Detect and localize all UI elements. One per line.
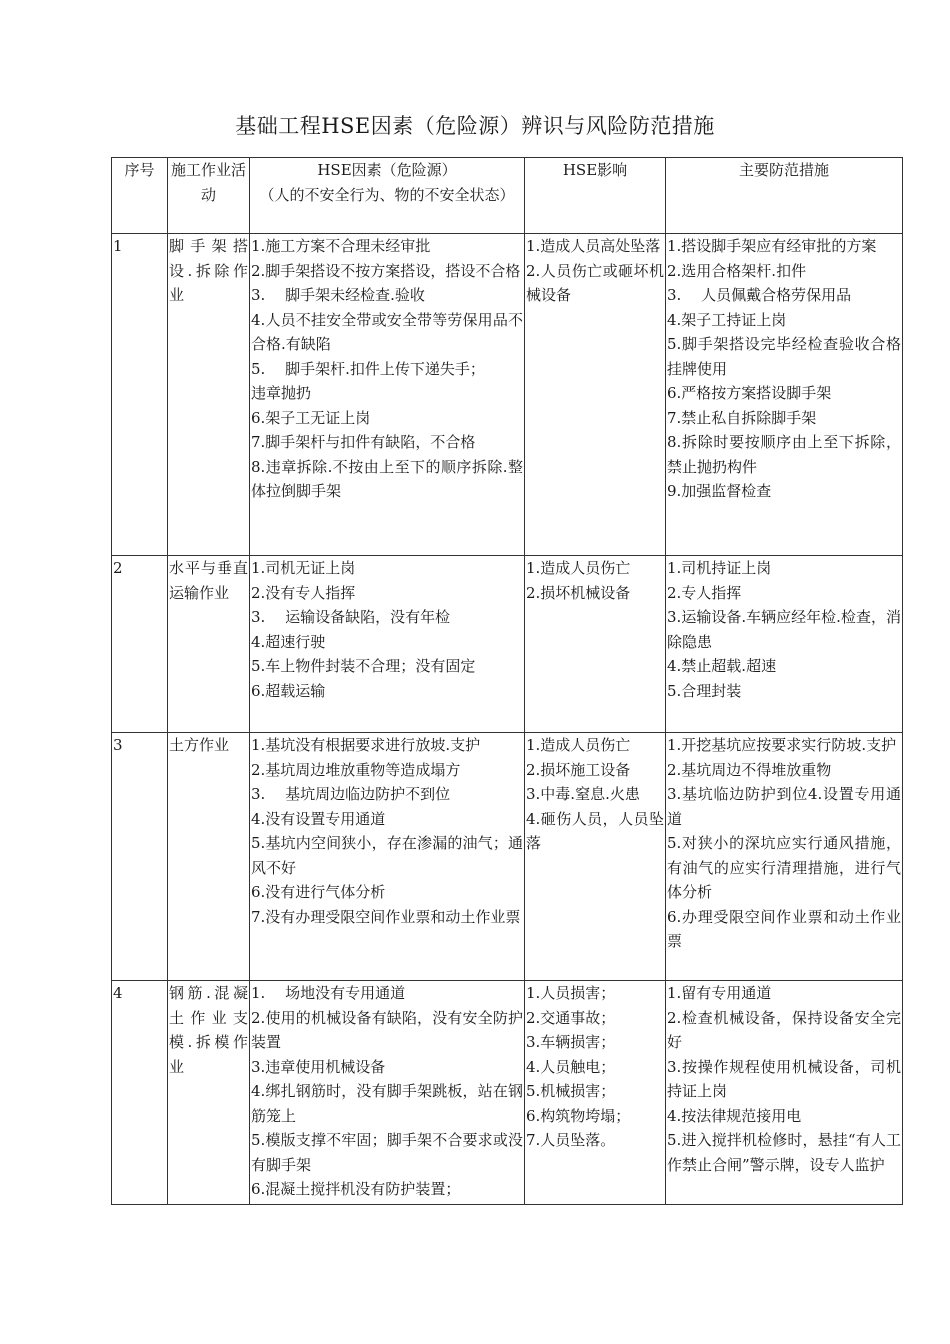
row-factors-item: 4.人员不挂安全带或安全带等劳保用品不合格.有缺陷 <box>251 310 523 353</box>
row-factors-item: 4.超速行驶 <box>251 632 326 651</box>
row-activity: 土方作业 <box>168 733 250 981</box>
row-impacts-item: 3.中毒.窒息.火患 <box>526 785 640 803</box>
header-factor-line2: （人的不安全行为、物的不安全状态） <box>259 185 515 204</box>
row-impacts-item: 4.人员触电； <box>526 1057 616 1076</box>
row-measures-item: 6.严格按方案搭设脚手架 <box>667 384 832 402</box>
row-measures-item: 3.按操作规程使用机械设备，司机持证上岗 <box>667 1057 901 1100</box>
row-impacts-item: 1.造成人员高处坠落 <box>526 237 661 255</box>
row-measures <box>666 733 903 981</box>
row-impacts-item: 4.砸伤人员，人员坠落 <box>526 809 664 852</box>
row-factors-item: 6.架子工无证上岗 <box>251 408 371 427</box>
row-factors-item: 4.没有设置专用通道 <box>251 809 386 828</box>
row-factors-item: 2.基坑周边堆放重物等造成塌方 <box>251 760 461 779</box>
row-factors-item: 2.脚手架搭设不按方案搭设，搭设不合格 <box>251 261 521 280</box>
row-factors-item: 5.模版支撑不牢固；脚手架不合要求或没有脚手架 <box>251 1131 523 1174</box>
row-impacts <box>525 981 666 1205</box>
row-impacts-item: 5.机械损害； <box>526 1082 616 1100</box>
row-measures-item: 5.脚手架搭设完毕经检查验收合格挂牌使用 <box>667 335 901 378</box>
row-factors-list <box>251 981 523 1203</box>
row-factors-item: 1. 场地没有专用通道 <box>251 984 406 1002</box>
row-measures-item: 1.司机持证上岗 <box>667 559 772 577</box>
row-factors-item: 4.绑扎钢筋时，没有脚手架跳板，站在钢筋笼上 <box>251 1082 523 1125</box>
row-factors-item: 7.没有办理受限空间作业票和动土作业票 <box>251 907 521 926</box>
table-header-row <box>112 158 903 234</box>
row-impacts-item: 6.构筑物垮塌； <box>526 1106 631 1125</box>
row-factors-item: 1.施工方案不合理未经审批 <box>251 237 431 255</box>
row-factors-item: 3. 运输设备缺陷，没有年检 <box>251 608 451 626</box>
row-activity: 脚手架搭设.拆除作业 <box>168 234 250 556</box>
row-factors-item: 违章抛扔 <box>251 384 312 402</box>
row-measures <box>666 556 903 733</box>
row-impacts-item: 2.交通事故； <box>526 1008 616 1027</box>
row-factors-item: 7.脚手架杆与扣件有缺陷，不合格 <box>251 433 476 451</box>
row-factors <box>250 733 525 981</box>
row-factors-list <box>251 733 523 979</box>
table-row <box>112 556 903 733</box>
row-impacts-item: 1.造成人员伤亡 <box>526 559 631 577</box>
row-factors-item: 6.没有进行气体分析 <box>251 883 386 901</box>
row-factors <box>250 234 525 556</box>
row-factors-item: 2.使用的机械设备有缺陷，没有安全防护装置 <box>251 1008 523 1051</box>
row-factors <box>250 556 525 733</box>
row-measures-item: 4.按法律规范接用电 <box>667 1106 802 1125</box>
row-measures-item: 3.基坑临边防护到位4.设置专用通道 <box>667 785 901 828</box>
row-impacts-item: 1.人员损害； <box>526 984 616 1002</box>
row-factors-item: 5.基坑内空间狭小，存在渗漏的油气；通风不好 <box>251 834 523 877</box>
row-impacts <box>525 733 666 981</box>
row-activity: 水平与垂直运输作业 <box>168 556 250 733</box>
header-impact: HSE影响 <box>525 158 666 234</box>
row-seq: 3 <box>112 733 168 981</box>
row-measures-list <box>667 556 901 731</box>
row-factors-item: 5.车上物件封装不合理；没有固定 <box>251 657 476 675</box>
row-factors-item: 5. 脚手架杆.扣件上传下递失手； <box>251 359 485 378</box>
row-factors-list <box>251 234 523 554</box>
row-factors-item: 3. 基坑周边临边防护不到位 <box>251 785 451 803</box>
header-measures: 主要防范措施 <box>666 158 903 234</box>
row-measures-item: 6.办理受限空间作业票和动土作业票 <box>667 907 901 950</box>
row-measures-item: 9.加强监督检查 <box>667 482 772 500</box>
row-measures-list <box>667 733 901 979</box>
row-factors-list <box>251 556 523 731</box>
row-seq: 2 <box>112 556 168 733</box>
row-impacts-item: 2.损坏机械设备 <box>526 583 631 602</box>
row-factors <box>250 981 525 1205</box>
row-measures-item: 3.运输设备.车辆应经年检.检查，消除隐患 <box>667 608 901 651</box>
row-measures-item: 1.留有专用通道 <box>667 984 772 1002</box>
row-measures-item: 2.专人指挥 <box>667 583 742 602</box>
row-factors-item: 3. 脚手架未经检查.验收 <box>251 286 425 304</box>
row-seq: 1 <box>112 234 168 556</box>
header-seq: 序号 <box>112 158 168 234</box>
header-factor <box>250 158 525 234</box>
row-factors-item: 1.司机无证上岗 <box>251 559 356 577</box>
row-impacts <box>525 234 666 556</box>
row-impacts-list <box>526 234 664 308</box>
row-impacts-item: 7.人员坠落。 <box>526 1131 616 1149</box>
row-factors-item: 3.违章使用机械设备 <box>251 1057 386 1076</box>
row-measures-item: 2.选用合格架杆.扣件 <box>667 261 807 280</box>
row-impacts-list <box>526 981 664 1153</box>
row-factors-item: 8.违章拆除.不按由上至下的顺序拆除.整体拉倒脚手架 <box>251 457 523 500</box>
row-measures-item: 7.禁止私自拆除脚手架 <box>667 408 817 427</box>
row-impacts-item: 1.造成人员伤亡 <box>526 736 631 754</box>
row-activity: 钢筋.混凝土作业支模.拆模作业 <box>168 981 250 1205</box>
row-measures-item: 3. 人员佩戴合格劳保用品 <box>667 286 852 304</box>
row-measures-item: 1.搭设脚手架应有经审批的方案 <box>667 237 877 255</box>
row-measures <box>666 234 903 556</box>
row-impacts-item: 2.人员伤亡或砸坏机械设备 <box>526 261 664 304</box>
row-measures-item: 5.对狭小的深坑应实行通风措施，有油气的应实行清理措施，进行气体分析 <box>667 834 901 901</box>
header-factor-line1: HSE因素（危险源） <box>317 161 457 179</box>
row-impacts-list <box>526 556 664 605</box>
row-seq: 4 <box>112 981 168 1205</box>
header-activity: 施工作业活动 <box>168 158 250 234</box>
row-measures-item: 5.合理封装 <box>667 681 742 700</box>
row-measures-item: 4.架子工持证上岗 <box>667 310 787 329</box>
table-row <box>112 234 903 556</box>
row-measures <box>666 981 903 1205</box>
table-row <box>112 981 903 1205</box>
row-factors-item: 2.没有专人指挥 <box>251 583 356 602</box>
row-measures-item: 5.进入搅拌机检修时，悬挂“有人工作禁止合闸”警示牌，设专人监护 <box>667 1131 901 1174</box>
row-measures-list <box>667 981 901 1203</box>
row-measures-item: 1.开挖基坑应按要求实行防坡.支护 <box>667 736 897 754</box>
row-measures-item: 4.禁止超载.超速 <box>667 657 777 675</box>
hse-risk-table <box>111 157 903 1205</box>
row-measures-item: 8.拆除时要按顺序由上至下拆除，禁止抛扔构件 <box>667 433 901 476</box>
row-impacts-list <box>526 733 664 856</box>
row-factors-item: 6.混凝土搅拌机没有防护装置； <box>251 1180 461 1198</box>
row-measures-item: 2.基坑周边不得堆放重物 <box>667 760 832 779</box>
row-factors-item: 6.超载运输 <box>251 681 326 700</box>
table-row <box>112 733 903 981</box>
row-measures-item: 2.检查机械设备，保持设备安全完好 <box>667 1008 901 1051</box>
row-impacts-item: 3.车辆损害； <box>526 1033 616 1051</box>
row-measures-list <box>667 234 901 554</box>
row-impacts-item: 2.损坏施工设备 <box>526 760 631 779</box>
row-impacts <box>525 556 666 733</box>
row-factors-item: 1.基坑没有根据要求进行放坡.支护 <box>251 736 481 754</box>
document-title: 基础工程HSE因素（危险源）辨识与风险防范措施 <box>235 114 715 138</box>
